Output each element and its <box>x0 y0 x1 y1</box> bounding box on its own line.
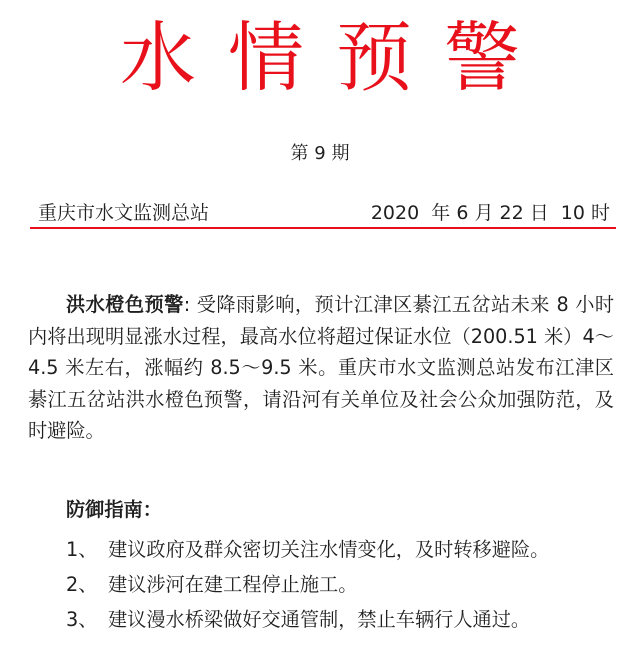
alert-paragraph <box>28 289 614 447</box>
issuer-name: 重庆市水文监测总站 <box>38 202 210 224</box>
guide-item-number: 1、 <box>66 538 98 561</box>
issue-number: 第 9 期 <box>290 143 350 164</box>
alert-body-text: : 受降雨影响，预计江津区綦江五岔站未来 8 小时内将出现明显涨水过程，最高水位将超过保证水位（200.51 米）4～4.5 米左右，涨幅约 8.5～9.5 米。重庆市水文监测总站发布江津区綦江五岔站洪水橙色预警，请沿河有关单位及社会公众加强防范，及时避险。 <box>28 293 615 443</box>
issue-datetime: 2020 年 6 月 22 日 10 时 <box>370 202 610 224</box>
guide-item-number: 3、 <box>66 608 98 631</box>
issuer-date-row <box>38 200 610 226</box>
defense-guide-list <box>66 532 626 637</box>
guide-item-number: 2、 <box>66 573 98 596</box>
guide-item <box>66 532 626 567</box>
guide-item-text: 建议政府及群众密切关注水情变化，及时转移避险。 <box>108 538 550 561</box>
red-divider-rule <box>30 227 616 229</box>
document-title: 水情预警 <box>120 13 552 102</box>
guide-item <box>66 602 626 637</box>
alert-level-label: 洪水橙色预警 <box>66 293 184 317</box>
guide-item-text: 建议漫水桥梁做好交通管制，禁止车辆行人通过。 <box>108 608 531 631</box>
guide-item <box>66 567 626 602</box>
guide-item-text: 建议涉河在建工程停止施工。 <box>108 573 358 596</box>
defense-guide-title: 防御指南： <box>66 498 162 521</box>
